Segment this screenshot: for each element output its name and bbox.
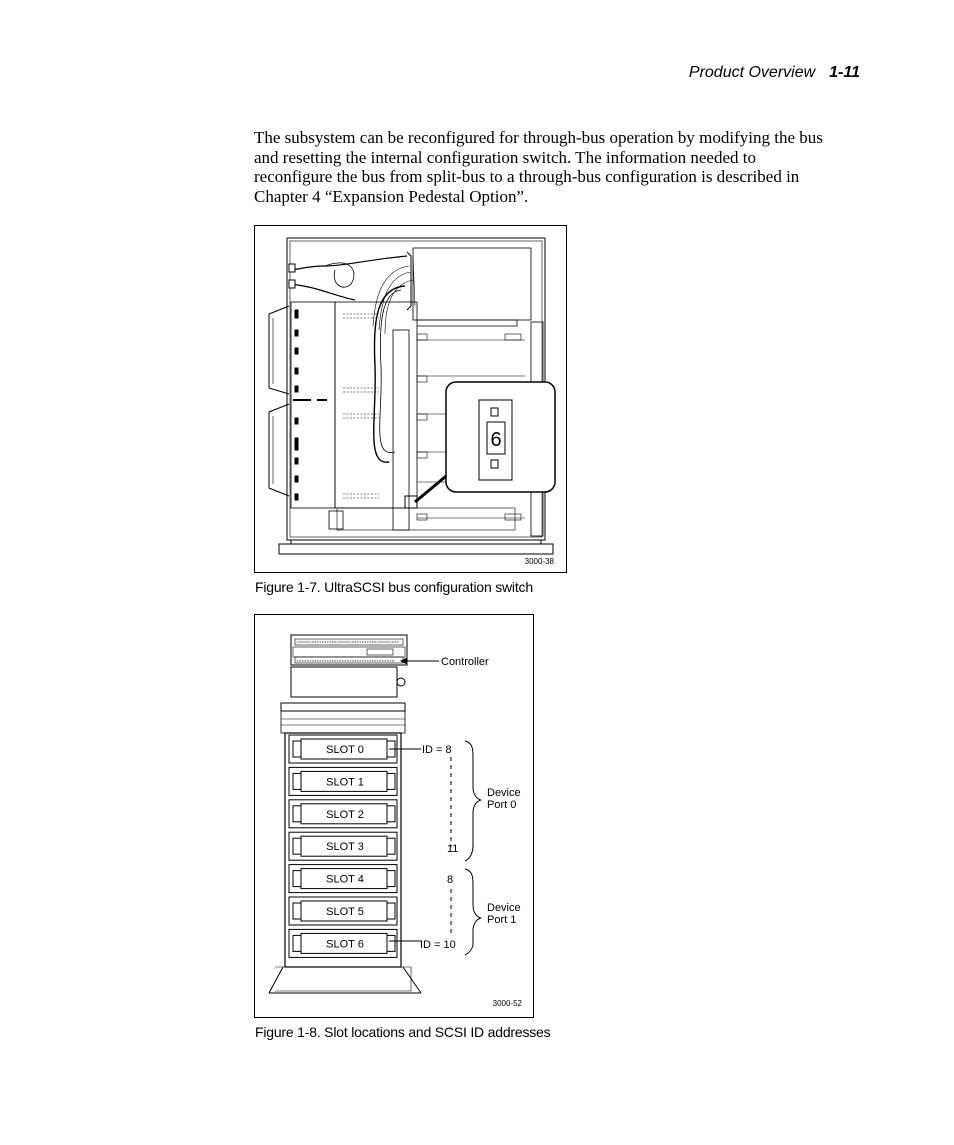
slot-left-handle: [293, 773, 301, 789]
art-id: 3000-52: [492, 999, 522, 1008]
slot-right-handle: [387, 935, 395, 951]
port0-label-line2: Port 0: [487, 799, 517, 811]
slot-left-handle: [293, 806, 301, 822]
slot-bay: [289, 832, 397, 860]
figure-caption: Figure 1-7. UltraSCSI bus configuration switch: [255, 579, 533, 595]
slot-right-handle: [387, 871, 395, 887]
slot-left-handle: [293, 838, 301, 854]
figure-bus-config-switch: [254, 225, 567, 573]
cabinet-illustration: [255, 226, 566, 572]
slot-label: SLOT 2: [326, 808, 364, 821]
slot-left-handle: [293, 935, 301, 951]
slot-left-handle: [293, 903, 301, 919]
slot-bay: [289, 897, 397, 925]
slot-bay: [289, 735, 397, 763]
page-header: [689, 64, 860, 82]
body-paragraph: The subsystem can be reconfigured for through-bus operation by modifying the bus and resetting the internal configuration switch. The information needed to reconfigure the bus from split-bus to a through-bus configuration is described in Chapter 4 “Expansion Pedestal Option”.: [254, 128, 823, 206]
switch-setting: 6: [490, 429, 502, 451]
slot-diagram: [255, 615, 533, 1017]
id-port1-start: 8: [447, 874, 454, 886]
slot-right-handle: [387, 838, 395, 854]
slot-left-handle: [293, 741, 301, 757]
port0-label-line1: Device: [487, 787, 521, 799]
slot-bay: [289, 800, 397, 828]
slot-label: SLOT 4: [326, 873, 364, 886]
slot-label: SLOT 3: [326, 841, 364, 854]
page-number: 1-11: [829, 64, 860, 81]
slot-label: SLOT 1: [326, 776, 364, 789]
slot-left-handle: [293, 871, 301, 887]
port1-label-line1: Device: [487, 902, 521, 914]
slot-bay: [289, 865, 397, 893]
id-top: ID = 8: [422, 744, 452, 756]
id-bottom: ID = 10: [420, 939, 456, 951]
port1-label-line2: Port 1: [487, 914, 517, 926]
slot-right-handle: [387, 903, 395, 919]
slot-bay: [289, 929, 397, 957]
slot-right-handle: [387, 773, 395, 789]
slot-label: SLOT 6: [326, 938, 364, 951]
slot-right-handle: [387, 806, 395, 822]
header-title: Product Overview: [688, 64, 816, 81]
figure-caption: Figure 1-8. Slot locations and SCSI ID addresses: [255, 1024, 551, 1040]
controller-label: Controller: [441, 656, 489, 668]
slot-label: SLOT 5: [326, 906, 364, 918]
art-id: 3000-38: [524, 557, 554, 566]
slot-label: SLOT 0: [326, 744, 364, 756]
id-port0-end: 11: [447, 843, 459, 855]
slot-bay: [289, 767, 397, 795]
figure-slot-locations: [254, 614, 534, 1018]
